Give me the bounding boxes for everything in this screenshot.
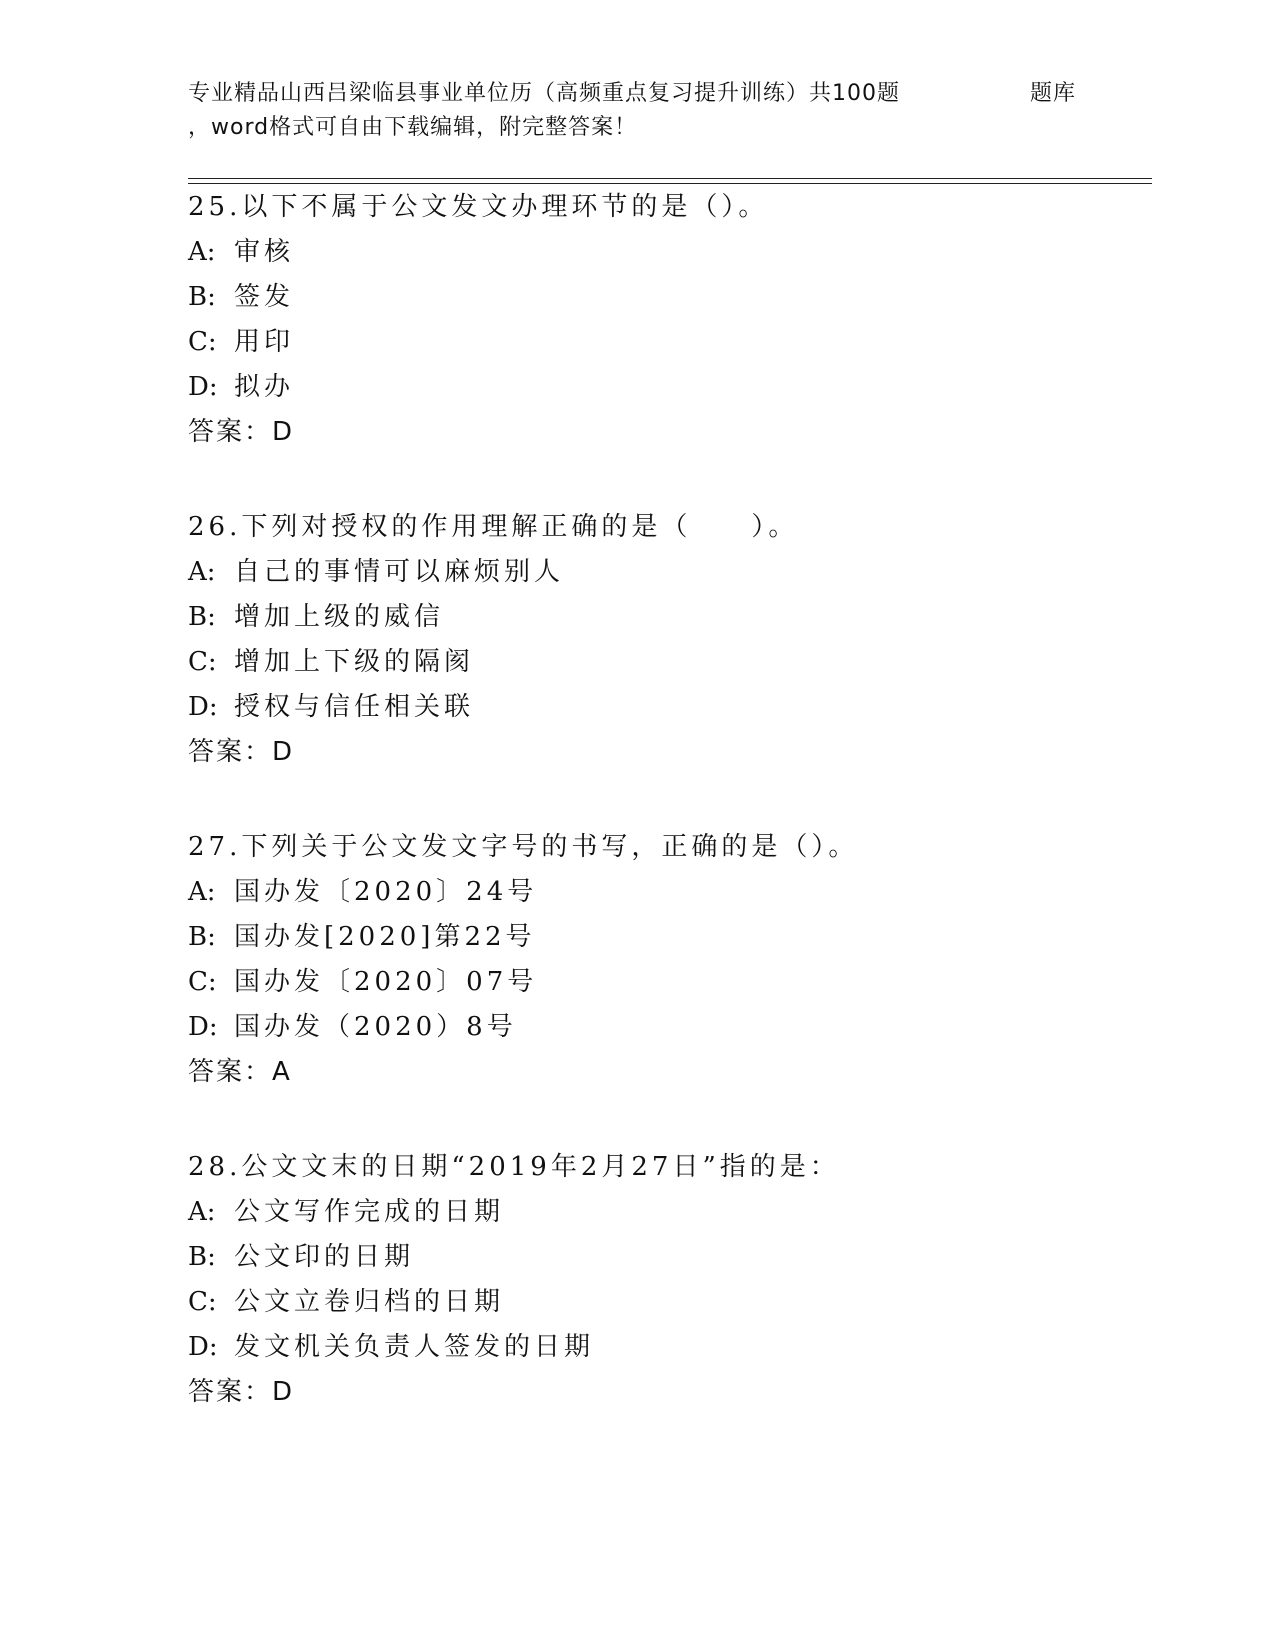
option-key: A: [188, 1197, 216, 1227]
option-text: 审核 [234, 237, 295, 267]
option-text: 公文立卷归档的日期 [234, 1287, 505, 1317]
option-b [188, 600, 444, 634]
option-text: 自己的事情可以麻烦别人 [234, 557, 565, 587]
option-b [188, 1240, 414, 1274]
option-d [188, 690, 474, 724]
option-text: 授权与信任相关联 [234, 692, 475, 722]
option-c [188, 325, 294, 359]
option-key: D: [188, 692, 218, 722]
option-key: B: [188, 282, 216, 312]
option-b [188, 280, 294, 314]
option-a [188, 555, 564, 589]
option-c [188, 965, 537, 999]
question-number: 28. [188, 1152, 242, 1182]
option-key: B: [188, 1242, 216, 1272]
question-stem [188, 1150, 840, 1184]
option-c [188, 645, 474, 679]
option-d [188, 1010, 517, 1044]
option-text: 公文写作完成的日期 [234, 1197, 505, 1227]
option-text: 拟办 [234, 372, 295, 402]
question-number: 27. [188, 832, 242, 862]
option-b [188, 920, 536, 954]
option-key: D: [188, 1012, 218, 1042]
question-26 [188, 510, 1148, 830]
option-key: A: [188, 557, 216, 587]
question-stem [188, 830, 858, 864]
option-a [188, 875, 537, 909]
option-text: 国办发（2020）8号 [234, 1012, 517, 1042]
option-a [188, 235, 294, 269]
option-text: 用印 [234, 327, 295, 357]
option-key: C: [188, 967, 217, 997]
question-number: 25. [188, 192, 242, 222]
option-c [188, 1285, 504, 1319]
question-27 [188, 830, 1148, 1150]
question-number: 26. [188, 512, 242, 542]
option-key: A: [188, 877, 216, 907]
question-stem [188, 510, 798, 544]
question-text: 公文文末的日期“2019年2月27日”指的是： [241, 1152, 840, 1182]
page-header [188, 72, 1148, 142]
option-text: 发文机关负责人签发的日期 [234, 1332, 595, 1362]
document-title-line1: 专业精品山西吕梁临县事业单位历（高频重点复习提升训练）共100题 [188, 81, 900, 106]
answer: 答案：D [188, 737, 295, 767]
header-tag: 题库 [1030, 81, 1077, 106]
option-text: 国办发〔2020〕24号 [234, 877, 538, 907]
option-d [188, 370, 294, 404]
header-divider-top [188, 178, 1152, 179]
option-a [188, 1195, 504, 1229]
option-key: B: [188, 602, 216, 632]
option-key: A: [188, 237, 216, 267]
option-key: D: [188, 372, 218, 402]
option-key: B: [188, 922, 216, 952]
answer: 答案：D [188, 417, 295, 447]
option-key: D: [188, 1332, 218, 1362]
question-25 [188, 190, 1148, 510]
option-key: C: [188, 1287, 217, 1317]
document-title-line2: ，word格式可自由下载编辑，附完整答案！ [188, 115, 638, 140]
option-text: 签发 [234, 282, 295, 312]
question-text: 下列对授权的作用理解正确的是（ ）。 [241, 512, 799, 542]
option-text: 增加上下级的隔阂 [234, 647, 475, 677]
header-divider-bottom [188, 183, 1152, 184]
question-stem [188, 190, 768, 224]
option-key: C: [188, 647, 217, 677]
answer: 答案：D [188, 1377, 295, 1407]
answer: 答案：A [188, 1057, 292, 1087]
option-text: 国办发[2020]第22号 [234, 922, 536, 952]
question-text: 下列关于公文发文字号的书写，正确的是（）。 [241, 832, 859, 862]
question-text: 以下不属于公文发文办理环节的是（）。 [241, 192, 769, 222]
option-d [188, 1330, 594, 1364]
option-text: 增加上级的威信 [234, 602, 445, 632]
question-28 [188, 1150, 1148, 1470]
option-text: 公文印的日期 [234, 1242, 415, 1272]
option-text: 国办发〔2020〕07号 [234, 967, 538, 997]
option-key: C: [188, 327, 217, 357]
question-list [188, 190, 1148, 1470]
